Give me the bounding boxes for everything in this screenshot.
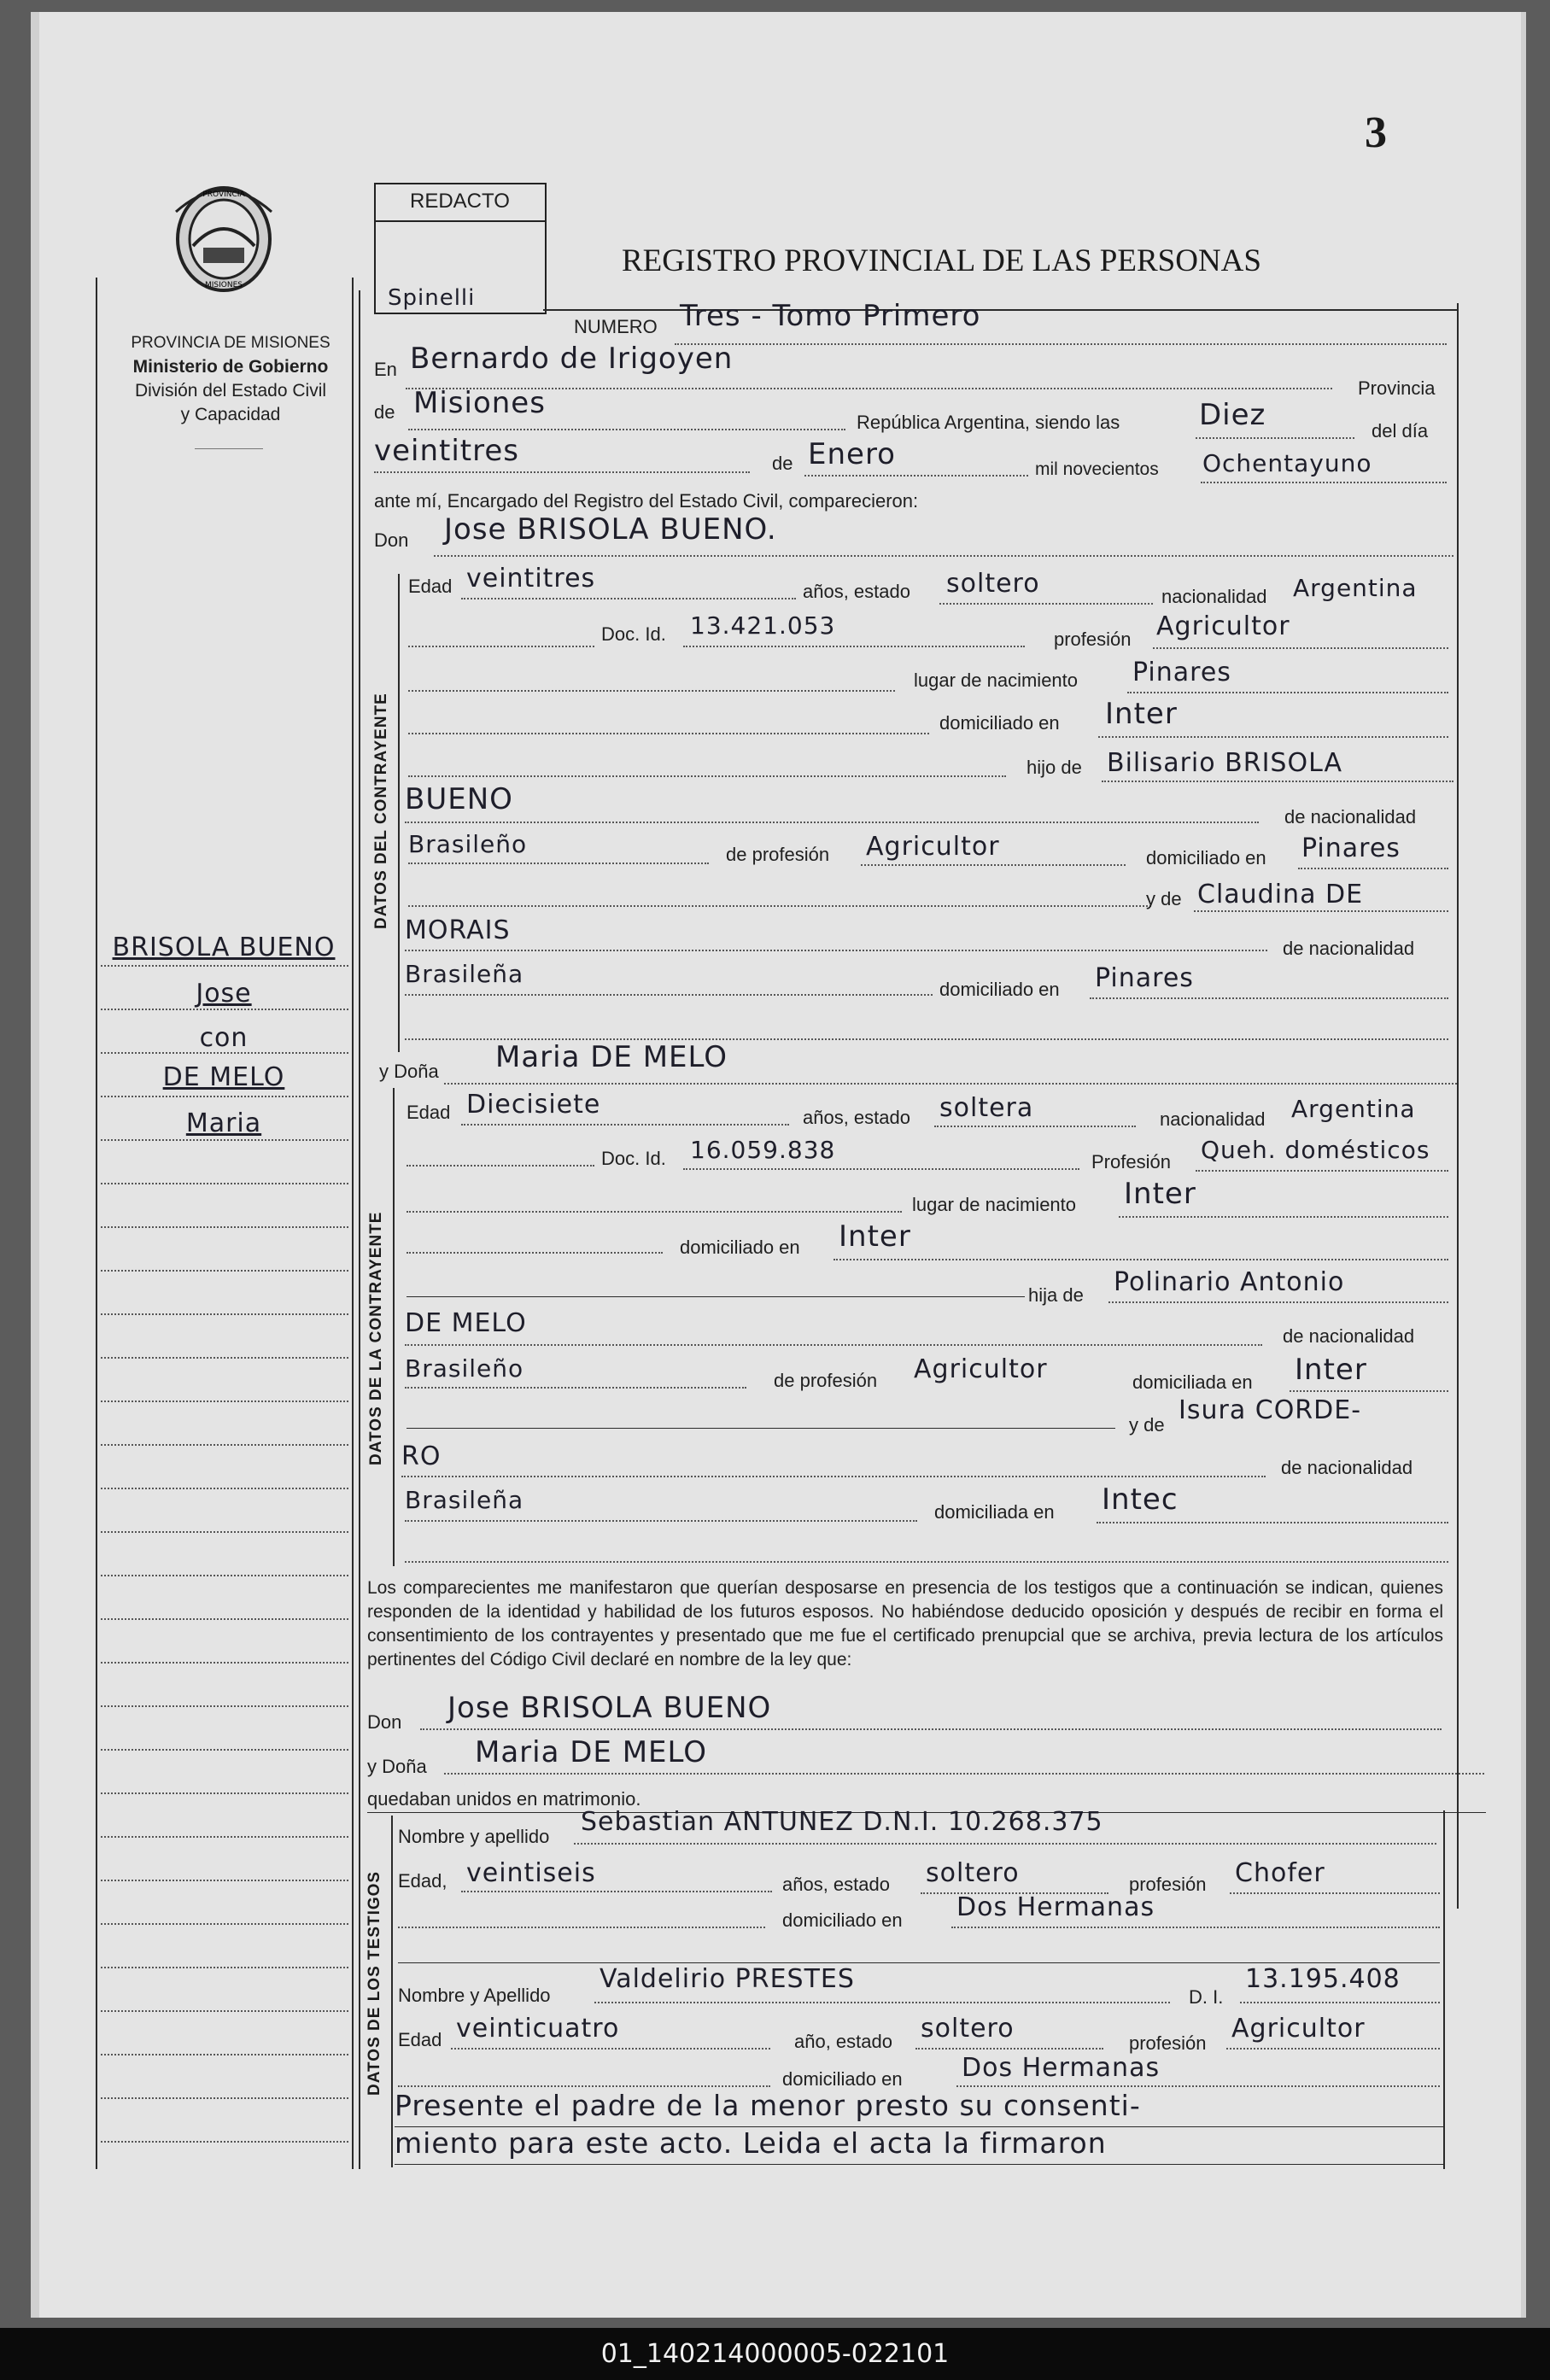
dona-line [444,1083,1457,1085]
t1-dom-line [951,1927,1440,1928]
f-madre-nac-line [405,1520,917,1522]
t2-prof-label: profesión [1129,2032,1207,2054]
mes-line [804,475,1028,477]
hora-value: Diez [1199,398,1266,432]
dona-label: y Doña [379,1061,439,1082]
margin-name-2: Maria [185,1108,262,1138]
f-madre-value-2: RO [401,1441,442,1471]
main-right-rule [1457,303,1459,1909]
margin-ruled-line [101,1401,348,1402]
margin-ruled-line [101,1488,348,1489]
decl-don-value: Jose BRISOLA BUENO [447,1691,772,1725]
t2-estado-value: soltero [921,2014,1015,2044]
margin-ruled-line [101,1618,348,1620]
c-padre-dom-line [1298,868,1448,869]
anio-line [1201,482,1447,483]
t1-prof-label: profesión [1129,1874,1207,1895]
t2-nombre-label: Nombre y Apellido [398,1985,551,2006]
c-nac-value: Argentina [1293,574,1418,602]
dona-value: Maria DE MELO [495,1040,728,1074]
t2-edad-line [451,2048,770,2050]
margin-con: con [199,1023,249,1053]
f-hija-pre-line [407,1296,1025,1297]
f-padre-prof-value: Agricultor [914,1354,1048,1384]
t2-dom-value: Dos Hermanas [962,2053,1161,2083]
margin-ruled-line [101,1880,348,1881]
provincia-label: Provincia [1358,377,1436,399]
testigos-section-label: DATOS DE LOS TESTIGOS [366,1870,383,2096]
c-padre-prof-value: Agricultor [866,832,1000,862]
c-doc-pre-line [408,646,594,647]
don-line [434,555,1453,557]
t1-edad-line [461,1891,772,1892]
t1-estado-value: soltero [926,1858,1020,1888]
f-blank-line [405,1561,1448,1563]
margin-ruled-line [101,1575,348,1576]
f-padre-nac-line [405,1387,746,1389]
scan-id-footer: 01_140214000005-022101 [0,2328,1550,2380]
t2-estado-line [915,2048,1103,2050]
c-estado-value: soltero [946,569,1040,599]
c-dom-value: Inter [1105,697,1178,731]
c-anios-label: años, estado [803,581,910,602]
c-lugar-pre-line [408,690,895,692]
c-padre2-line [405,822,1259,823]
margin-ruled-line [101,1444,348,1446]
decl-don-line [420,1728,1442,1730]
margin-ruled-line [101,1705,348,1707]
t1-edad-value: veintiseis [466,1858,596,1888]
c-padre-value: Bilisario BRISOLA [1107,748,1343,778]
c-madre-dom-line [1090,997,1448,999]
page-title: REGISTRO PROVINCIAL DE LAS PERSONAS [622,243,1261,278]
margin-ruled-line [101,1836,348,1838]
c-madre-nac-label: de nacionalidad [1283,938,1415,959]
c-doc-line [683,646,1025,647]
closing-line-1: Presente el padre de la menor presto su consenti- [395,2089,1141,2122]
c-lugar-value: Pinares [1132,658,1231,687]
de-label: de [374,401,395,423]
redacto-divider [376,220,545,222]
crest-text-top: PROVINCIA [202,190,245,199]
f-madre-dom-value: Intec [1102,1482,1179,1517]
margin-name-1: Jose [196,979,252,1009]
main-left-rule [359,290,360,2169]
f-padre-line [1108,1301,1448,1303]
c-madre-line [1194,910,1448,912]
f-dom-pre-line [407,1252,663,1254]
f-y-de-label: y de [1129,1414,1165,1436]
t2-di-line [1240,2002,1440,2003]
testigos-rule [391,1816,393,2167]
t1-prof-value: Chofer [1235,1858,1325,1888]
c-doc-value: 13.421.053 [690,611,836,640]
hora-line [1196,437,1354,439]
c-prof-value: Agricultor [1156,611,1290,641]
t1-dom-value: Dos Hermanas [956,1892,1155,1922]
don-value: Jose BRISOLA BUENO. [444,512,777,547]
closing-rule-2 [395,2164,1443,2165]
c-edad-value: veintitres [466,564,596,594]
margin-ruled-line [101,1923,348,1925]
margin-surname-1: BRISOLA BUENO [112,933,336,962]
margin-ruled-line [101,2054,348,2055]
c-padre-value-2: BUENO [405,782,513,816]
redacto-box [374,183,547,314]
crest-text-bottom: MISIONES [204,281,243,289]
t2-di-value: 13.195.408 [1245,1964,1401,1994]
f-doc-value: 16.059.838 [690,1136,836,1164]
margin-ruled-line [101,2010,348,2012]
t-sep-line [398,1962,1440,1963]
provincia-line [408,429,845,430]
declaration-text: Los comparecientes me manifestaron que querían desposarse en presencia de los testigos que a continuación se indican, quienes responden de la identidad y habilidad de los futuros esposos. No habiéndose deducido oposición y después de recibir en forma el consentimiento de los contrayentes y presentado que me fue el certificado prenupcial que se archiva, previa lectura de los artículos pertinentes del Código Civil declaré en nombre de la ley que: [367,1578,1443,1670]
margin-ruled-line [101,965,348,967]
t2-dom-line [956,2085,1440,2087]
office-line-3: División del Estado Civil [134,381,327,401]
dia-value: veintitres [374,434,520,468]
c-padre-dom-value: Pinares [1301,833,1401,863]
t2-estado-label: año, estado [794,2031,892,2052]
c-y-de-label: y de [1146,888,1182,909]
t2-edad-value: veinticuatro [456,2014,620,2044]
f-padre-nac-value: Brasileño [405,1354,524,1383]
margin-ruled-line [101,1313,348,1315]
t1-nombre-label: Nombre y apellido [398,1826,550,1847]
t1-dom-label: domiciliado en [782,1909,903,1931]
f-madre2-line [401,1476,1266,1477]
f-yde-pre-line [407,1428,1115,1429]
margin-ruled-line [101,1357,348,1359]
redacto-signature: Spinelli [388,285,476,311]
contrayente-section-label: DATOS DEL CONTRAYENTE [372,693,390,929]
c-lugar-line [1127,692,1448,693]
office-block [115,331,346,427]
f-prof-label: Profesión [1091,1151,1171,1172]
office-line-2: Ministerio de Gobierno [132,357,329,377]
office-line-4: y Capacidad [180,405,281,424]
c-madre2-line [405,950,1267,951]
f-edad-line [461,1124,789,1126]
ante-label: ante mí, Encargado del Registro del Estado Civil, comparecieron: [374,490,919,512]
testigos-right-rule [1443,1810,1445,2169]
t2-dom-label: domiciliado en [782,2068,903,2090]
t2-prof-line [1226,2048,1440,2050]
c-lugar-label: lugar de nacimiento [914,670,1079,691]
f-doc-pre-line [407,1165,594,1167]
margin-ruled-line [101,2141,348,2143]
c-madre-value: Claudina DE [1197,880,1364,909]
office-divider [195,448,263,449]
office-line-1: PROVINCIA DE MISIONES [131,334,330,352]
margin-right-rule [352,278,354,2169]
t2-dom-pre-line [398,2085,770,2087]
f-padre-dom-label: domiciliada en [1132,1371,1253,1393]
t1-nombre-line [574,1843,1436,1845]
t2-nombre-line [594,2002,1170,2003]
numero-line [675,343,1447,345]
c-yde-pre-line [408,905,1151,907]
c-padre-nac-line [408,863,709,864]
c-hijo-pre-line [408,775,1006,777]
margin-ruled-line [101,1096,348,1097]
numero-value: Tres - Tomo Primero [680,299,981,333]
t1-prof-line [1230,1892,1440,1894]
f-madre-nac-value: Brasileña [405,1486,524,1514]
contrayente-f-rule [393,1088,395,1566]
f-padre2-line [405,1344,1262,1346]
contrayente-f-section-label: DATOS DE LA CONTRAYENTE [367,1211,385,1465]
c-madre-nac-value: Brasileña [405,960,524,988]
f-madre-dom-line [1097,1522,1448,1523]
c-edad-label: Edad [408,576,453,597]
t2-nombre-value: Valdelirio PRESTES [600,1964,855,1994]
decl-don-label: Don [367,1711,402,1733]
t1-nombre-value: Sebastian ANTUNEZ D.N.I. 10.268.375 [581,1807,1103,1837]
t2-edad-label: Edad [398,2029,442,2050]
f-prof-line [1196,1170,1448,1172]
c-doc-label: Doc. Id. [601,623,666,645]
mes-label: de [772,453,793,474]
c-dom-label: domiciliado en [939,712,1060,734]
anio-value: Ochentayuno [1202,449,1372,477]
c-de-nac-label: de nacionalidad [1284,806,1417,827]
f-dom-label: domiciliado en [680,1237,800,1258]
t2-di-label: D. I. [1189,1986,1224,2008]
republica-label: República Argentina, siendo las [857,412,1120,433]
f-de-prof-label: de profesión [774,1370,878,1391]
decl-dona-line [444,1773,1484,1775]
c-padre-line [1102,781,1453,782]
c-prof-label: profesión [1054,629,1132,650]
mil-label: mil novecientos [1035,459,1159,479]
page-spine [31,12,39,2318]
mes-value: Enero [808,437,896,471]
c-padre-dom-label: domiciliado en [1146,847,1266,868]
c-nac-label: nacionalidad [1161,586,1267,607]
margin-ruled-line [101,1749,348,1751]
margin-ruled-line [101,1531,348,1533]
en-value: Bernardo de Irigoyen [410,342,734,376]
margin-ruled-line [101,1792,348,1794]
dia-line [374,471,750,473]
margin-ruled-line [101,2097,348,2099]
f-edad-value: Diecisiete [466,1090,601,1120]
f-nac-value: Argentina [1291,1095,1416,1123]
c-madre-value-2: MORAIS [405,915,511,945]
f-dom-line [833,1259,1448,1260]
c-de-prof-label: de profesión [726,844,830,865]
decl-dona-label: y Doña [367,1756,427,1777]
f-doc-label: Doc. Id. [601,1148,666,1169]
c-edad-line [461,598,796,599]
f-de-nac-label: de nacionalidad [1283,1325,1415,1347]
c-madre-dom-label: domiciliado en [939,979,1060,1000]
f-padre-value-2: DE MELO [405,1308,527,1338]
quedaban-text: quedaban unidos en matrimonio. [367,1788,641,1810]
provincial-crest-icon [167,178,280,297]
f-madre-dom-label: domiciliada en [934,1501,1055,1523]
f-doc-line [683,1168,1079,1170]
margin-ruled-line [101,1183,348,1184]
c-hijo-label: hijo de [1027,757,1082,778]
f-dom-value: Inter [839,1219,911,1254]
decl-dona-value: Maria DE MELO [475,1735,708,1769]
redacto-label: REDACTO [410,190,510,213]
t1-edad-label: Edad, [398,1870,447,1892]
c-madre-dom-value: Pinares [1095,963,1194,993]
c-padre-nac-value: Brasileño [408,830,528,858]
f-lugar-line [1119,1216,1448,1218]
c-madre-nac-line [405,994,933,996]
closing-line-2: miento para este acto. Leida el acta la firmaron [395,2126,1107,2160]
f-estado-value: soltera [939,1093,1034,1123]
margin-ruled-line [101,1226,348,1228]
f-prof-value: Queh. domésticos [1201,1136,1430,1164]
en-label: En [374,359,397,380]
provincia-value: Misiones [413,386,546,420]
f-hija-label: hija de [1028,1284,1084,1306]
c-dom-pre-line [408,733,929,734]
f-padre-dom-value: Inter [1295,1353,1367,1387]
c-dom-line [1098,736,1448,738]
c-estado-line [939,603,1153,605]
f-madre-nac-label: de nacionalidad [1281,1457,1413,1478]
numero-label: NUMERO [574,316,658,337]
margin-ruled-line [101,1270,348,1272]
del-dia-label: del día [1372,420,1429,441]
f-lugar-value: Inter [1124,1177,1196,1211]
f-lugar-pre-line [407,1211,902,1213]
f-anios-label: años, estado [803,1107,910,1128]
margin-ruled-line [101,1009,348,1010]
t1-dom-pre-line [398,1927,765,1928]
page-number: 3 [1365,108,1387,157]
c-prof-line [1153,647,1448,649]
f-madre-value: Isura CORDE- [1179,1395,1362,1425]
f-estado-line [934,1126,1136,1127]
f-padre-value: Polinario Antonio [1114,1267,1345,1297]
t1-estado-label: años, estado [782,1874,890,1895]
margin-ruled-line [101,1139,348,1141]
margin-left-rule [96,278,97,2169]
f-nac-label: nacionalidad [1160,1108,1266,1130]
margin-surname-2: DE MELO [162,1062,285,1092]
t2-prof-value: Agricultor [1231,2014,1366,2044]
f-padre-dom-line [1290,1390,1448,1392]
margin-ruled-line [101,1662,348,1664]
f-lugar-label: lugar de nacimiento [912,1194,1077,1215]
f-edad-label: Edad [407,1102,451,1123]
contrayente-rule [398,574,400,1052]
don-label: Don [374,529,409,551]
margin-ruled-line [101,1967,348,1968]
c-padre-prof-line [861,864,1126,866]
